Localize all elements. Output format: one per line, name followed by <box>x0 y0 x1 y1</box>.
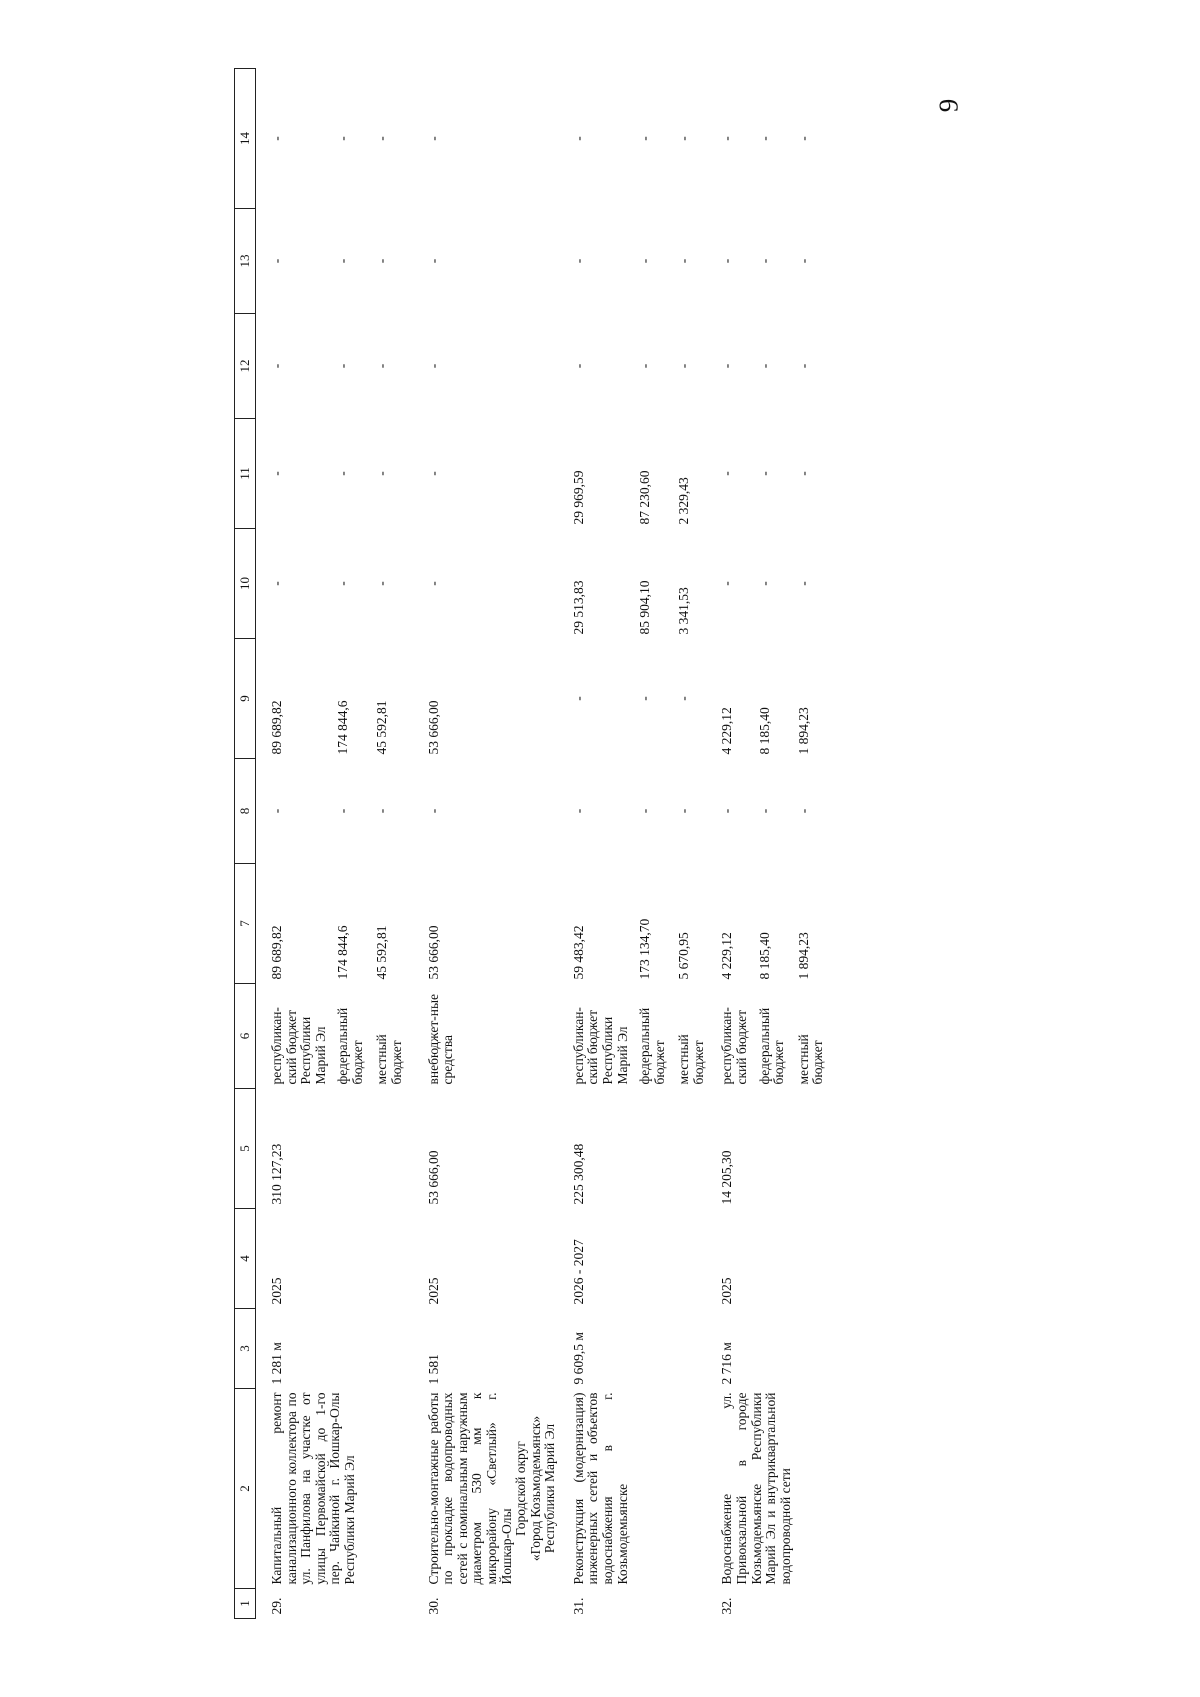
amount: - <box>719 581 735 586</box>
row-number: 29. <box>269 1597 284 1615</box>
project-name: Реконструкция (модернизация) инженерных сетей и объектов водоснабжения в г. Козьмодемьянске <box>570 1392 630 1585</box>
amount: 4 229,12 <box>719 932 735 980</box>
amount: - <box>269 808 284 814</box>
amount: - <box>756 581 772 586</box>
amount: - <box>425 363 441 369</box>
amount: - <box>425 258 441 264</box>
amount: 174 844,6 <box>335 925 351 980</box>
row-number: 31. <box>570 1597 586 1615</box>
amount: - <box>676 136 692 141</box>
amount: 29 969,59 <box>570 470 586 525</box>
table-row <box>256 69 329 1619</box>
amount: - <box>374 581 390 586</box>
amount: - <box>719 258 735 264</box>
amount: - <box>570 808 586 814</box>
amount: - <box>756 471 772 476</box>
amount: - <box>570 696 586 701</box>
column-header: 8 <box>235 759 256 864</box>
amount: - <box>795 581 811 586</box>
amount: - <box>676 258 692 264</box>
project-name: Водоснабжение ул. Привокзальной в городе Козьмодемьянске Республики Марий Эл и внутриквартальной водопроводной сети <box>719 1392 793 1585</box>
amount: - <box>374 363 390 369</box>
amount: - <box>795 363 811 369</box>
column-header: 7 <box>235 864 256 984</box>
amount: 45 592,81 <box>374 925 390 980</box>
amount: 53 666,00 <box>425 925 441 980</box>
column-header: 4 <box>235 1209 256 1309</box>
period: 2025 <box>719 1277 735 1305</box>
amount: - <box>637 136 653 141</box>
amount: 89 689,82 <box>269 925 284 980</box>
amount: - <box>335 808 351 814</box>
amount: 4 229,12 <box>719 707 735 755</box>
amount: - <box>335 136 351 141</box>
amount: - <box>756 136 772 141</box>
column-header: 11 <box>235 419 256 529</box>
amount: 2 329,43 <box>676 477 692 525</box>
column-header: 14 <box>235 69 256 209</box>
period: 2026 - 2027 <box>570 1239 586 1305</box>
amount: - <box>269 136 284 141</box>
amount: - <box>756 258 772 264</box>
amount: - <box>570 363 586 369</box>
amount: - <box>269 363 284 369</box>
page-number: 9 <box>933 98 964 113</box>
project-name: Капитальный ремонт канализационного коллектора по ул. Панфилова на участке от улицы Первомайской до 1-го пер. Чайкиной г. Йошкар-Олы Республики Марий Эл <box>269 1392 357 1585</box>
amount: - <box>570 136 586 141</box>
amount: - <box>335 258 351 264</box>
region-heading-line: Городской округ <box>513 1441 529 1536</box>
amount: 1 894,23 <box>795 932 811 980</box>
budget-table <box>234 68 826 1619</box>
amount: - <box>425 581 441 586</box>
amount: - <box>637 258 653 264</box>
amount: - <box>795 258 811 264</box>
amount: - <box>374 471 390 476</box>
funding-source: внебюджет-ные средства <box>425 993 456 1085</box>
amount: - <box>374 258 390 264</box>
amount: - <box>269 471 284 476</box>
column-header: 13 <box>235 209 256 314</box>
column-header: 5 <box>235 1089 256 1209</box>
table-row <box>706 69 749 1619</box>
amount: 53 666,00 <box>425 700 441 755</box>
column-header: 3 <box>235 1309 256 1389</box>
project-name: Строительно-монтажные работы по прокладке водопроводных сетей с номинальным наружным диаметром 530 мм к микрорайону «Светлый» г. Йошкар-Олы <box>425 1392 514 1585</box>
amount: 1 894,23 <box>795 707 811 755</box>
amount: 3 341,53 <box>676 587 692 635</box>
rotated-table-container <box>234 69 1034 1619</box>
amount: 29 513,83 <box>570 580 586 635</box>
amount: 5 670,95 <box>676 932 692 980</box>
column-header: 12 <box>235 314 256 419</box>
amount: - <box>335 581 351 586</box>
column-header: 2 <box>235 1389 256 1589</box>
region-heading <box>514 1389 558 1589</box>
amount: 173 134,70 <box>637 918 653 980</box>
amount: - <box>756 808 772 814</box>
amount: 87 230,60 <box>637 470 653 525</box>
funding-source: федеральный бюджет <box>756 1007 787 1085</box>
amount: - <box>756 363 772 369</box>
amount: - <box>425 808 441 814</box>
amount: 89 689,82 <box>269 700 284 755</box>
amount: 8 185,40 <box>756 932 772 980</box>
capacity: 9 609,5 м <box>570 1332 586 1385</box>
amount: - <box>795 136 811 141</box>
amount: - <box>374 136 390 141</box>
row-number: 32. <box>719 1597 735 1615</box>
amount: - <box>676 696 692 701</box>
header-row <box>235 69 256 1619</box>
capacity: 1 581 <box>425 1354 441 1385</box>
amount: - <box>335 363 351 369</box>
table-row <box>558 69 630 1619</box>
period: 2025 <box>269 1277 284 1305</box>
total-cost: 53 666,00 <box>425 1150 441 1205</box>
row-number: 30. <box>425 1597 441 1615</box>
amount: 85 904,10 <box>637 580 653 635</box>
capacity: 1 281 м <box>269 1342 284 1385</box>
amount: - <box>676 808 692 814</box>
funding-source: федеральный бюджет <box>637 1007 667 1085</box>
amount: - <box>269 581 284 586</box>
amount: 59 483,42 <box>570 925 586 980</box>
funding-source: республикан-ский бюджет Республики Марий Эл <box>269 1007 328 1085</box>
amount: - <box>570 258 586 264</box>
capacity: 2 716 м <box>719 1342 735 1385</box>
region-heading-line: Республики Марий Эл <box>542 1423 558 1554</box>
funding-source: федеральный бюджет <box>335 1007 365 1085</box>
total-cost: 310 127,23 <box>269 1143 284 1205</box>
funding-source: местный бюджет <box>676 1034 706 1085</box>
table-row <box>405 69 514 1619</box>
amount: - <box>637 363 653 369</box>
total-cost: 14 205,30 <box>719 1150 735 1205</box>
column-header: 6 <box>235 984 256 1089</box>
amount: 8 185,40 <box>756 707 772 755</box>
region-row <box>514 69 558 1619</box>
amount: - <box>637 696 653 701</box>
amount: - <box>335 471 351 476</box>
total-cost: 225 300,48 <box>570 1143 586 1205</box>
amount: - <box>425 136 441 141</box>
amount: - <box>676 363 692 369</box>
amount: - <box>637 808 653 814</box>
funding-source: местный бюджет <box>374 1034 405 1085</box>
amount: 174 844,6 <box>335 700 351 755</box>
funding-source: республикан-ский бюджет <box>719 1007 750 1085</box>
region-heading-line: «Город Козьмодемьянск» <box>527 1415 543 1562</box>
amount: - <box>719 808 735 814</box>
amount: - <box>719 363 735 369</box>
amount: 45 592,81 <box>374 700 390 755</box>
amount: - <box>719 136 735 141</box>
amount: - <box>425 471 441 476</box>
column-header: 9 <box>235 639 256 759</box>
period: 2025 <box>425 1277 441 1305</box>
amount: - <box>795 808 811 814</box>
amount: - <box>374 808 390 814</box>
amount: - <box>795 471 811 476</box>
funding-source: республикан-ский бюджет Республики Марий Эл <box>570 1007 630 1085</box>
funding-source: местный бюджет <box>795 1034 826 1085</box>
amount: - <box>719 471 735 476</box>
amount: - <box>269 258 284 264</box>
column-header: 1 <box>235 1589 256 1619</box>
column-header: 10 <box>235 529 256 639</box>
